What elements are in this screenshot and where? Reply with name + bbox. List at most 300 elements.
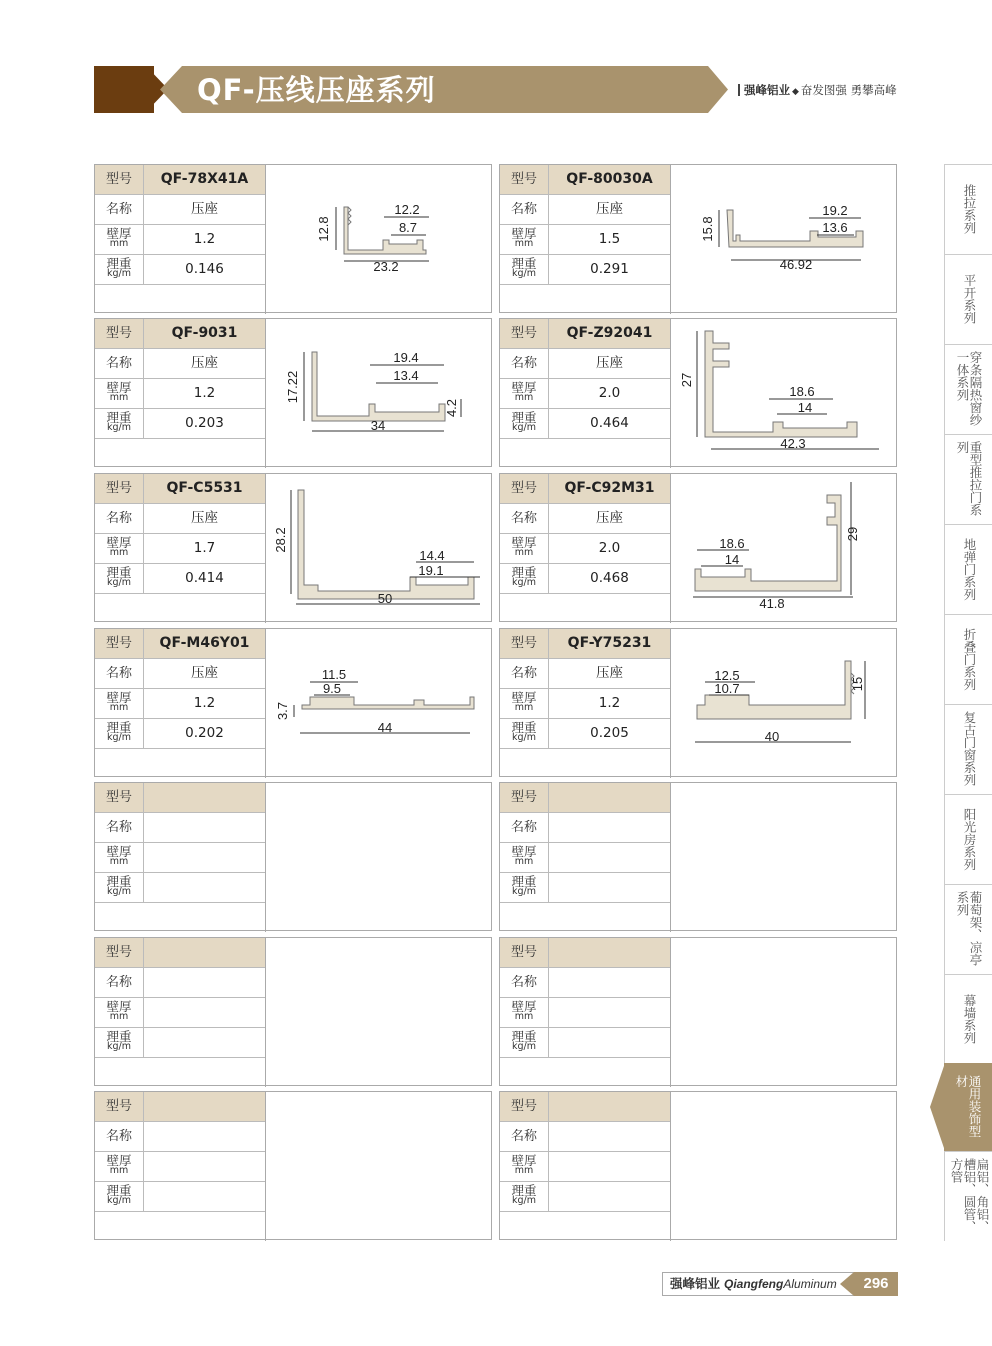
spec-table — [95, 474, 265, 593]
dimension-label: 12.5 — [714, 668, 740, 683]
spec-label-cell — [500, 1092, 549, 1121]
thickness-value — [144, 1152, 265, 1181]
product-card — [94, 473, 492, 622]
name-value: 压座 — [596, 201, 623, 217]
spec-row — [95, 1028, 265, 1058]
spec-row — [95, 319, 265, 349]
thickness-unit: mm — [109, 238, 129, 249]
spec-label-cell — [500, 349, 549, 378]
dimension-label: 13.6 — [822, 220, 848, 235]
spec-row — [95, 968, 265, 998]
dimension-label: 14.4 — [419, 548, 445, 563]
card-divider — [670, 783, 671, 932]
spec-table — [500, 474, 670, 593]
side-tab-label: 复古门窗系列 — [962, 711, 977, 786]
weight-label: 理重 — [106, 410, 132, 425]
model-label: 型号 — [510, 790, 537, 805]
weight-label: 理重 — [511, 874, 537, 889]
spec-label-cell — [95, 165, 144, 194]
spec-table — [95, 783, 265, 902]
name-label: 名称 — [510, 820, 537, 835]
name-value: 压座 — [191, 510, 218, 526]
name-label: 名称 — [105, 975, 132, 990]
header-brand — [738, 82, 897, 98]
spec-row — [95, 349, 265, 379]
spec-row — [500, 873, 670, 903]
name-value: 压座 — [191, 355, 218, 371]
model-value: QF-Y75231 — [549, 629, 670, 658]
spec-label-cell — [500, 783, 549, 812]
weight-unit: kg/m — [107, 1041, 131, 1052]
weight-unit: kg/m — [512, 1041, 536, 1052]
weight-label: 理重 — [511, 1183, 537, 1198]
thickness-label: 壁厚 — [511, 535, 537, 550]
dimension-label: 14 — [797, 400, 813, 415]
thickness-unit: mm — [514, 1165, 534, 1176]
thickness-label: 壁厚 — [511, 1153, 537, 1168]
spec-row — [95, 998, 265, 1028]
spec-row — [95, 534, 265, 564]
spec-label-cell — [95, 938, 144, 967]
spec-label-cell — [500, 195, 549, 224]
dimension-label: 10.7 — [714, 681, 740, 696]
dimension-label: 4.2 — [444, 398, 459, 418]
weight-value — [549, 1028, 670, 1057]
thickness-value: 1.2 — [193, 231, 216, 247]
thickness-value — [549, 1152, 670, 1181]
thickness-label: 壁厚 — [106, 226, 132, 241]
name-label: 名称 — [510, 975, 537, 990]
side-tab[interactable] — [944, 1063, 992, 1151]
thickness-unit: mm — [109, 1011, 129, 1022]
spec-label-cell — [95, 719, 144, 748]
model-label: 型号 — [510, 1099, 537, 1114]
name-label: 名称 — [105, 666, 132, 681]
spec-row — [500, 1152, 670, 1182]
dimension-label: 42.3 — [780, 436, 806, 451]
dimension-label: 3.7 — [275, 701, 290, 721]
weight-value: 0.464 — [590, 415, 629, 431]
spec-table — [500, 783, 670, 902]
model-label: 型号 — [510, 481, 537, 496]
product-card — [499, 782, 897, 931]
weight-label: 理重 — [511, 720, 537, 735]
side-tab[interactable] — [944, 974, 992, 1064]
spec-label-cell — [95, 689, 144, 718]
spec-row — [95, 255, 265, 285]
spec-row — [95, 1152, 265, 1182]
spec-label-cell — [95, 783, 144, 812]
thickness-unit: mm — [514, 856, 534, 867]
name-value — [549, 968, 670, 997]
spec-label-cell — [500, 719, 549, 748]
thickness-value — [144, 843, 265, 872]
product-card — [94, 937, 492, 1086]
page-title: QF-压线压座系列 — [197, 73, 436, 107]
dimension-label: 12.8 — [316, 216, 331, 242]
spec-label-cell — [500, 225, 549, 254]
dimension-label: 15.8 — [700, 216, 715, 242]
product-card — [94, 164, 492, 313]
weight-value: 0.203 — [185, 415, 224, 431]
model-value: QF-9031 — [144, 319, 265, 348]
spec-label-cell — [95, 1152, 144, 1181]
spec-label-cell — [500, 938, 549, 967]
model-label: 型号 — [105, 172, 132, 187]
spec-row — [500, 564, 670, 594]
thickness-unit: mm — [109, 702, 129, 713]
side-tab[interactable] — [944, 164, 992, 254]
thickness-unit: mm — [514, 392, 534, 403]
dimension-label: 34 — [370, 418, 386, 433]
spec-label-cell — [500, 319, 549, 348]
thickness-value: 1.5 — [598, 231, 621, 247]
side-tab-label: 地弹门系列 — [962, 538, 977, 601]
spec-row — [95, 689, 265, 719]
spec-row — [500, 534, 670, 564]
side-tab-label: 推拉系列 — [962, 184, 977, 234]
spec-row — [95, 783, 265, 813]
profile-drawing — [671, 165, 897, 313]
spec-label-cell — [95, 659, 144, 688]
profile-drawing — [671, 319, 897, 467]
spec-label-cell — [95, 255, 144, 284]
weight-unit: kg/m — [107, 268, 131, 279]
dimension-label: 41.8 — [759, 596, 785, 611]
dimension-label: 12.2 — [394, 202, 420, 217]
thickness-label: 壁厚 — [106, 380, 132, 395]
dimension-label: 50 — [377, 591, 393, 606]
spec-label-cell — [95, 349, 144, 378]
footer-brand-en-bold: Qiangfeng — [724, 1277, 784, 1291]
name-value — [144, 968, 265, 997]
name-value — [144, 1122, 265, 1151]
thickness-unit: mm — [514, 547, 534, 558]
spec-row — [95, 813, 265, 843]
side-tab-label: 葡萄架、凉亭系列 — [955, 891, 983, 966]
weight-unit: kg/m — [512, 1195, 536, 1206]
spec-row — [500, 1122, 670, 1152]
spec-label-cell — [500, 1182, 549, 1211]
brand-name: 强峰铝业 — [744, 83, 790, 97]
thickness-label: 壁厚 — [106, 844, 132, 859]
side-tab[interactable] — [944, 884, 992, 974]
thickness-value — [549, 998, 670, 1027]
dimension-label: 29 — [845, 526, 860, 542]
spec-row — [500, 689, 670, 719]
thickness-label: 壁厚 — [511, 380, 537, 395]
name-label: 名称 — [510, 202, 537, 217]
weight-value: 0.414 — [185, 570, 224, 586]
product-card — [499, 164, 897, 313]
spec-row — [95, 564, 265, 594]
spec-row — [500, 319, 670, 349]
side-tab[interactable] — [944, 794, 992, 884]
thickness-label: 壁厚 — [106, 690, 132, 705]
spec-table — [500, 1092, 670, 1211]
weight-unit: kg/m — [107, 732, 131, 743]
weight-unit: kg/m — [512, 422, 536, 433]
spec-label-cell — [500, 843, 549, 872]
model-label: 型号 — [510, 326, 537, 341]
header-brown-block — [94, 66, 154, 113]
model-label: 型号 — [105, 790, 132, 805]
name-label: 名称 — [510, 356, 537, 371]
thickness-label: 壁厚 — [511, 690, 537, 705]
spec-row — [500, 783, 670, 813]
side-tab-label: 穿条隔热窗纱一体系列 — [955, 351, 983, 426]
spec-label-cell — [95, 225, 144, 254]
thickness-unit: mm — [514, 1011, 534, 1022]
footer-brand — [670, 1274, 837, 1294]
spec-label-cell — [95, 319, 144, 348]
spec-label-cell — [500, 813, 549, 842]
weight-unit: kg/m — [107, 422, 131, 433]
weight-value: 0.468 — [590, 570, 629, 586]
thickness-label: 壁厚 — [511, 844, 537, 859]
spec-label-cell — [500, 998, 549, 1027]
dimension-label: 27 — [679, 372, 694, 388]
side-tab-label: 重型推拉门系列 — [955, 441, 983, 516]
name-label: 名称 — [105, 820, 132, 835]
model-label: 型号 — [510, 945, 537, 960]
spec-label-cell — [500, 474, 549, 503]
weight-value — [549, 873, 670, 902]
thickness-value: 1.2 — [193, 385, 216, 401]
spec-label-cell — [500, 873, 549, 902]
dimension-label: 11.5 — [321, 667, 347, 682]
side-tab-label: 幕墙系列 — [962, 994, 977, 1044]
side-tab[interactable] — [944, 344, 992, 434]
spec-label-cell — [95, 629, 144, 658]
spec-label-cell — [500, 629, 549, 658]
name-label: 名称 — [105, 1129, 132, 1144]
weight-label: 理重 — [106, 565, 132, 580]
spec-row — [500, 813, 670, 843]
dimension-label: 19.4 — [393, 350, 419, 365]
product-card — [499, 318, 897, 467]
dimension-label: 18.6 — [719, 536, 745, 551]
spec-row — [500, 474, 670, 504]
weight-label: 理重 — [106, 1183, 132, 1198]
side-tab[interactable] — [944, 434, 992, 524]
spec-row — [95, 873, 265, 903]
dimension-label: 18.6 — [789, 384, 815, 399]
side-tab[interactable] — [944, 614, 992, 704]
profile-drawing — [266, 474, 492, 622]
model-value — [549, 938, 670, 967]
spec-label-cell — [95, 1122, 144, 1151]
thickness-unit: mm — [514, 238, 534, 249]
model-value: QF-C92M31 — [549, 474, 670, 503]
product-card — [499, 1091, 897, 1240]
spec-table — [95, 319, 265, 438]
thickness-value: 2.0 — [598, 385, 621, 401]
thickness-label: 壁厚 — [511, 999, 537, 1014]
weight-label: 理重 — [106, 720, 132, 735]
thickness-unit: mm — [109, 392, 129, 403]
card-divider — [670, 1092, 671, 1241]
dimension-label: 40 — [764, 729, 780, 744]
spec-row — [500, 998, 670, 1028]
brand-slogan: 奋发图强 勇攀高峰 — [800, 83, 897, 97]
thickness-unit: mm — [109, 856, 129, 867]
spec-label-cell — [95, 1092, 144, 1121]
dimension-label: 28.2 — [273, 527, 288, 553]
spec-row — [95, 1182, 265, 1212]
spec-row — [500, 938, 670, 968]
profile-drawing — [266, 629, 492, 777]
model-value — [144, 783, 265, 812]
product-card — [499, 473, 897, 622]
card-divider — [265, 938, 266, 1087]
spec-row — [95, 504, 265, 534]
footer-brand-cn: 强峰铝业 — [670, 1276, 721, 1291]
spec-label-cell — [95, 843, 144, 872]
weight-value — [144, 1182, 265, 1211]
spec-label-cell — [500, 409, 549, 438]
side-tab[interactable] — [944, 1151, 992, 1241]
dimension-label: 19.2 — [822, 203, 848, 218]
model-value: QF-C5531 — [144, 474, 265, 503]
spec-label-cell — [500, 255, 549, 284]
spec-table — [95, 1092, 265, 1211]
spec-label-cell — [95, 409, 144, 438]
name-value: 压座 — [596, 665, 623, 681]
weight-label: 理重 — [511, 256, 537, 271]
dimension-label: 17.22 — [285, 370, 300, 404]
weight-value — [144, 873, 265, 902]
spec-label-cell — [500, 379, 549, 408]
profile-drawing — [266, 319, 492, 467]
weight-label: 理重 — [511, 565, 537, 580]
spec-row — [95, 1122, 265, 1152]
side-tab[interactable] — [944, 254, 992, 344]
thickness-label: 壁厚 — [106, 1153, 132, 1168]
side-tab-label: 折叠门系列 — [962, 628, 977, 691]
spec-table — [500, 629, 670, 748]
spec-label-cell — [95, 873, 144, 902]
spec-row — [95, 225, 265, 255]
spec-label-cell — [95, 379, 144, 408]
spec-row — [500, 659, 670, 689]
spec-row — [95, 843, 265, 873]
model-label: 型号 — [105, 945, 132, 960]
spec-row — [95, 379, 265, 409]
thickness-value — [144, 998, 265, 1027]
dimension-label: 44 — [377, 720, 393, 735]
spec-label-cell — [95, 534, 144, 563]
spec-label-cell — [500, 564, 549, 593]
model-label: 型号 — [105, 326, 132, 341]
name-label: 名称 — [510, 666, 537, 681]
side-tab-label: 阳光房系列 — [962, 808, 977, 871]
spec-label-cell — [500, 968, 549, 997]
side-tab[interactable] — [944, 704, 992, 794]
dimension-label: 15 — [850, 676, 865, 692]
spec-row — [95, 409, 265, 439]
name-value: 压座 — [191, 201, 218, 217]
spec-row — [95, 1092, 265, 1122]
spec-label-cell — [500, 504, 549, 533]
name-value: 压座 — [596, 510, 623, 526]
spec-row — [95, 195, 265, 225]
spec-label-cell — [500, 1122, 549, 1151]
product-card — [499, 937, 897, 1086]
name-label: 名称 — [105, 356, 132, 371]
spec-table — [95, 938, 265, 1057]
spec-row — [95, 659, 265, 689]
spec-label-cell — [500, 659, 549, 688]
weight-unit: kg/m — [512, 732, 536, 743]
thickness-label: 壁厚 — [511, 226, 537, 241]
thickness-value: 1.7 — [193, 540, 216, 556]
weight-value — [549, 1182, 670, 1211]
weight-value: 0.205 — [590, 725, 629, 741]
dimension-label: 14 — [724, 552, 740, 567]
spec-label-cell — [500, 534, 549, 563]
spec-label-cell — [95, 813, 144, 842]
spec-label-cell — [95, 1182, 144, 1211]
model-label: 型号 — [510, 636, 537, 651]
name-value — [549, 1122, 670, 1151]
spec-label-cell — [95, 968, 144, 997]
thickness-unit: mm — [109, 547, 129, 558]
spec-row — [95, 719, 265, 749]
diamond-icon: ◆ — [792, 87, 799, 97]
weight-value — [144, 1028, 265, 1057]
spec-table — [500, 165, 670, 284]
weight-value: 0.146 — [185, 261, 224, 277]
weight-unit: kg/m — [107, 886, 131, 897]
weight-label: 理重 — [511, 410, 537, 425]
model-value: QF-80030A — [549, 165, 670, 194]
spec-label-cell — [500, 689, 549, 718]
side-tab-label: 扁铝、角铝、槽铝、圆管、方管 — [949, 1158, 990, 1233]
weight-value: 0.291 — [590, 261, 629, 277]
spec-label-cell — [95, 504, 144, 533]
spec-row — [500, 843, 670, 873]
spec-table — [95, 165, 265, 284]
spec-row — [500, 719, 670, 749]
weight-label: 理重 — [106, 256, 132, 271]
name-value: 压座 — [191, 665, 218, 681]
thickness-value — [549, 843, 670, 872]
side-tab-label: 通用装饰型材 — [954, 1075, 982, 1138]
weight-unit: kg/m — [512, 268, 536, 279]
weight-value: 0.202 — [185, 725, 224, 741]
spec-row — [95, 474, 265, 504]
side-tab-label: 平开系列 — [962, 274, 977, 324]
name-value — [549, 813, 670, 842]
spec-label-cell — [95, 474, 144, 503]
spec-row — [500, 255, 670, 285]
spec-label-cell — [500, 1152, 549, 1181]
dimension-label: 19.1 — [418, 563, 444, 578]
model-value — [549, 1092, 670, 1121]
model-label: 型号 — [105, 636, 132, 651]
side-tab[interactable] — [944, 524, 992, 614]
dimension-label: 23.2 — [373, 259, 399, 274]
spec-table — [95, 629, 265, 748]
card-divider — [265, 1092, 266, 1241]
model-label: 型号 — [105, 1099, 132, 1114]
spec-row — [500, 379, 670, 409]
spec-row — [95, 938, 265, 968]
spec-row — [500, 504, 670, 534]
model-value — [549, 783, 670, 812]
spec-label-cell — [95, 998, 144, 1027]
